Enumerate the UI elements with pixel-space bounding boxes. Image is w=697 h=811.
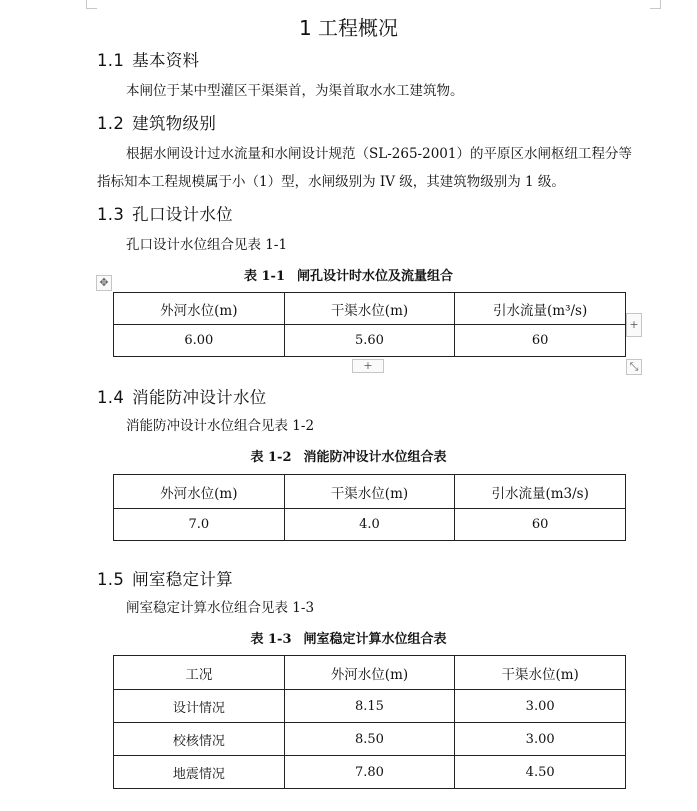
table-1-3 bbox=[113, 655, 626, 789]
table-row bbox=[114, 723, 626, 756]
caption-label: 表 1-3 bbox=[250, 632, 292, 647]
caption-text: 闸室稳定计算水位组合表 bbox=[303, 632, 447, 647]
table-cell: 8.15 bbox=[284, 690, 455, 723]
table-cell: 校核情况 bbox=[114, 723, 285, 756]
paragraph-energy-ref: 消能防冲设计水位组合见表 1-2 bbox=[126, 418, 315, 434]
table-header-cell: 干渠水位(m) bbox=[284, 475, 455, 509]
section-number: 1.4 bbox=[97, 388, 125, 407]
table-header-row bbox=[114, 293, 626, 325]
table-cell: 5.60 bbox=[284, 325, 455, 357]
table-cell: 60 bbox=[455, 509, 626, 541]
paragraph-orifice-ref: 孔口设计水位组合见表 1-1 bbox=[126, 237, 288, 253]
table-cell: 3.00 bbox=[455, 690, 626, 723]
table-header-cell: 外河水位(m) bbox=[114, 293, 285, 325]
table-row bbox=[114, 690, 626, 723]
section-number: 1.3 bbox=[97, 205, 125, 224]
table-cell: 7.80 bbox=[284, 756, 455, 789]
table-resize-handle-icon[interactable]: ⤡ bbox=[626, 359, 642, 375]
section-title: 基本资料 bbox=[132, 51, 200, 70]
table-header-cell: 干渠水位(m) bbox=[284, 293, 455, 325]
caption-text: 闸孔设计时水位及流量组合 bbox=[297, 269, 454, 284]
caption-label: 表 1-1 bbox=[243, 269, 285, 284]
document-title: 1 工程概况 bbox=[298, 16, 399, 40]
table-header-cell: 工况 bbox=[114, 656, 285, 690]
section-number: 1.2 bbox=[97, 114, 125, 133]
paragraph-building-level: 根据水闸设计过水流量和水闸设计规范（SL-265-2001）的平原区水闸枢纽工程分等指标知本工程规模属于小（1）型，水闸级别为 IV 级，其建筑物级别为 1 级。 bbox=[97, 146, 632, 190]
table-caption-1-3 bbox=[0, 628, 697, 647]
table-1-2 bbox=[113, 474, 626, 541]
table-row bbox=[114, 325, 626, 357]
table-cell: 设计情况 bbox=[114, 690, 285, 723]
table-cell: 4.50 bbox=[455, 756, 626, 789]
paragraph-basic-info: 本闸位于某中型灌区干渠渠首，为渠首取水水工建筑物。 bbox=[126, 83, 464, 99]
section-number: 1.5 bbox=[97, 570, 125, 589]
table-header-cell: 干渠水位(m) bbox=[455, 656, 626, 690]
table-move-handle-icon[interactable]: ✥ bbox=[96, 275, 112, 291]
section-heading-1-3 bbox=[97, 201, 233, 225]
caption-label: 表 1-2 bbox=[250, 450, 292, 465]
table-row bbox=[114, 756, 626, 789]
table-cell: 6.00 bbox=[114, 325, 285, 357]
caption-text: 消能防冲设计水位组合表 bbox=[303, 450, 447, 465]
section-heading-1-2 bbox=[97, 110, 216, 134]
table-row bbox=[114, 509, 626, 541]
table-cell: 4.0 bbox=[284, 509, 455, 541]
table-1-1 bbox=[113, 292, 626, 357]
section-heading-1-5 bbox=[97, 566, 233, 590]
section-title: 闸室稳定计算 bbox=[132, 570, 233, 589]
table-header-row bbox=[114, 475, 626, 509]
section-title: 消能防冲设计水位 bbox=[132, 388, 267, 407]
section-heading-1-4 bbox=[97, 384, 267, 408]
table-header-cell: 外河水位(m) bbox=[284, 656, 455, 690]
table-cell: 60 bbox=[455, 325, 626, 357]
section-title: 建筑物级别 bbox=[132, 114, 217, 133]
page-margin-mark-right bbox=[650, 0, 661, 9]
page-margin-mark-left bbox=[86, 0, 97, 9]
section-title: 孔口设计水位 bbox=[132, 205, 233, 224]
table-header-cell: 引水流量(m3/s) bbox=[455, 475, 626, 509]
add-row-button[interactable]: + bbox=[352, 359, 384, 373]
table-header-row bbox=[114, 656, 626, 690]
table-header-cell: 引水流量(m³/s) bbox=[455, 293, 626, 325]
table-cell: 3.00 bbox=[455, 723, 626, 756]
paragraph-stability-ref: 闸室稳定计算水位组合见表 1-3 bbox=[126, 600, 315, 616]
section-number: 1.1 bbox=[97, 51, 125, 70]
add-column-button[interactable]: + bbox=[626, 313, 642, 337]
table-cell: 8.50 bbox=[284, 723, 455, 756]
table-cell: 7.0 bbox=[114, 509, 285, 541]
table-cell: 地震情况 bbox=[114, 756, 285, 789]
table-caption-1-2 bbox=[0, 446, 697, 465]
section-heading-1-1 bbox=[97, 47, 199, 71]
table-header-cell: 外河水位(m) bbox=[114, 475, 285, 509]
